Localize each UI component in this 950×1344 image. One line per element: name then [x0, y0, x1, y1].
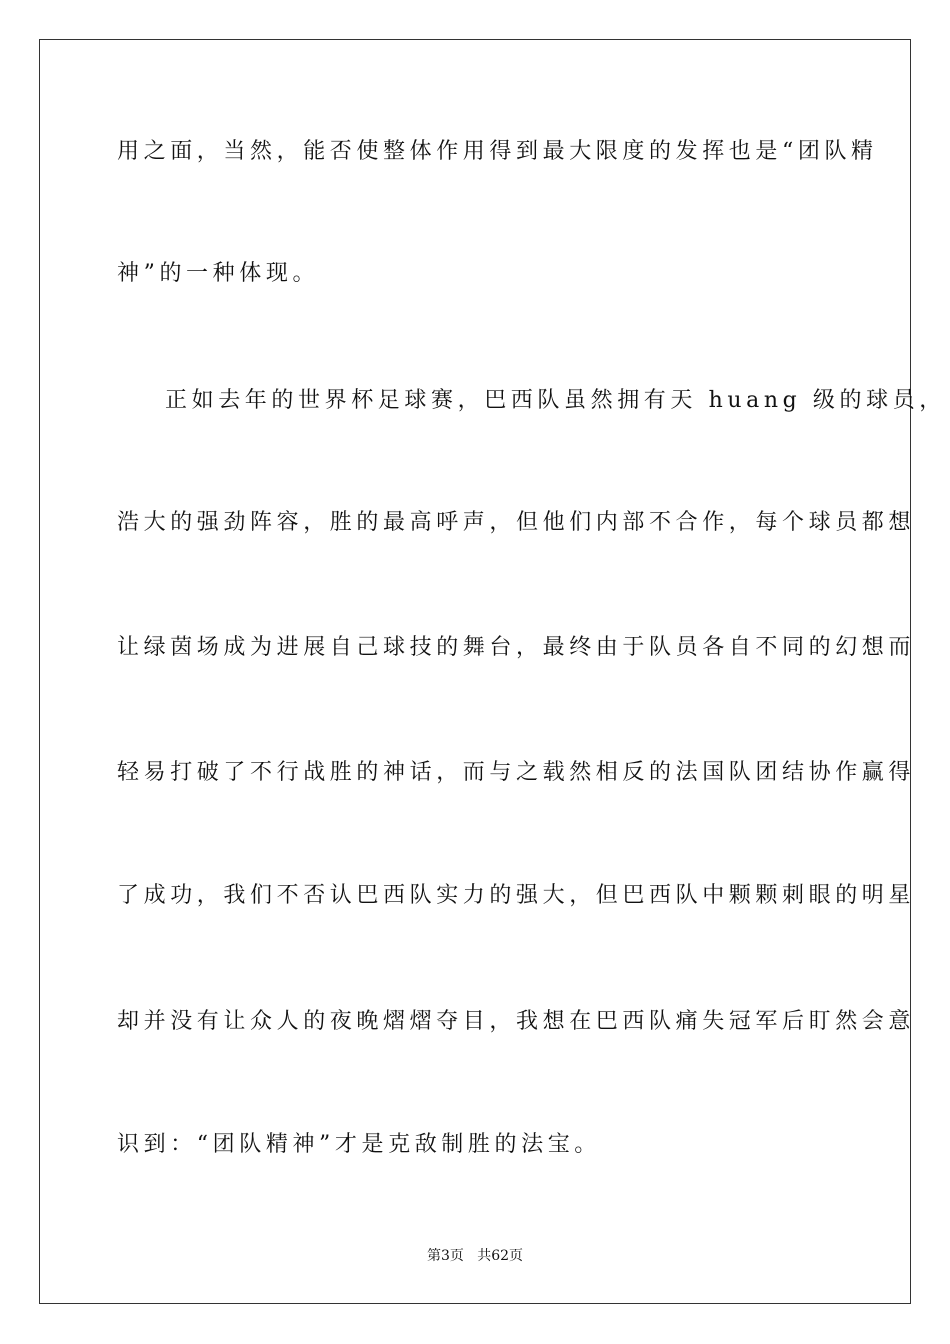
paragraph-line: 了成功，我们不否认巴西队实力的强大，但巴西队中颗颗刺眼的明星 — [117, 883, 916, 908]
paragraph-line: 识到：“团队精神”才是克敌制胜的法宝。 — [117, 1132, 601, 1157]
paragraph-line: 让绿茵场成为进展自己球技的舞台，最终由于队员各自不同的幻想而 — [117, 635, 916, 660]
paragraph-line: 浩大的强劲阵容，胜的最高呼声，但他们内部不合作，每个球员都想 — [117, 510, 916, 535]
page-border — [39, 39, 946, 1304]
paragraph-line: 用之面，当然，能否使整体作用得到最大限度的发挥也是“团队精 — [117, 139, 878, 164]
paragraph-line: 轻易打破了不行战胜的神话，而与之载然相反的法国队团结协作赢得 — [117, 760, 916, 785]
page-number: 第3页 共62页 — [426, 1248, 524, 1264]
paragraph-line: 神”的一种体现。 — [117, 261, 320, 286]
paragraph-line-indented: 正如去年的世界杯足球赛，巴西队虽然拥有天 huang 级的球员， — [165, 388, 946, 413]
paragraph-line: 却并没有让众人的夜晚熠熠夺目，我想在巴西队痛失冠军后盯然会意 — [117, 1009, 916, 1034]
